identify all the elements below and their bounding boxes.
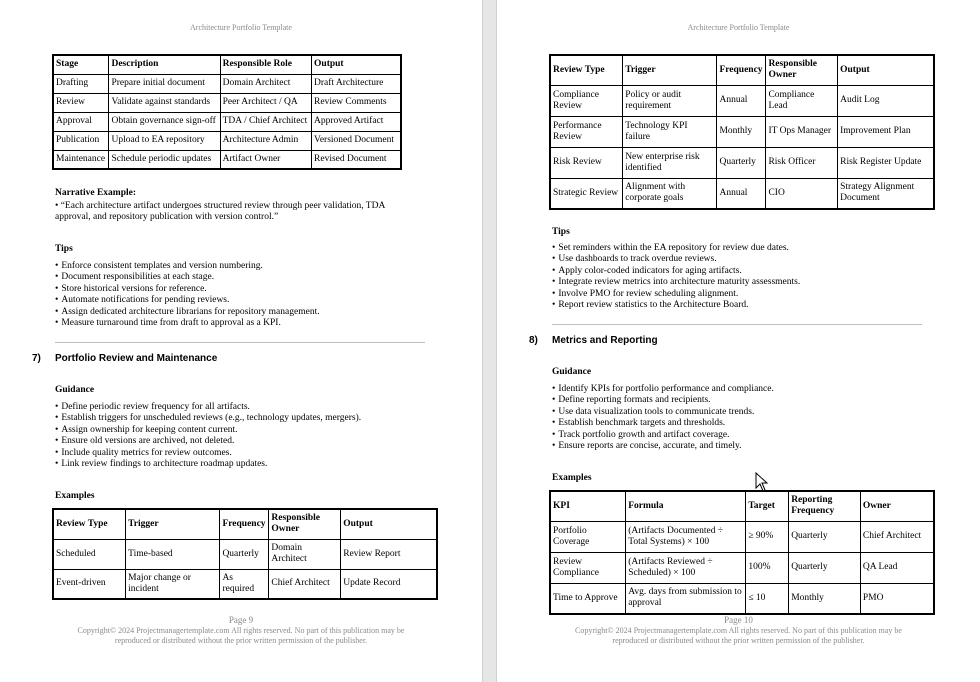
column-header: Review Type xyxy=(53,509,126,539)
list-item: • Use dashboards to track overdue reviews. xyxy=(552,254,800,265)
table-header-row xyxy=(53,55,401,74)
list-item: • Assign dedicated architecture librarians for repository management. xyxy=(55,307,320,318)
table-cell: Review Compliance xyxy=(550,552,626,583)
examples-heading: Examples xyxy=(552,473,592,483)
column-header: Description xyxy=(109,55,220,74)
page-number: Page 9 xyxy=(228,615,254,625)
table-cell: 100% xyxy=(746,552,789,583)
column-header: Frequency xyxy=(717,55,766,85)
column-header: Responsible Owner xyxy=(269,509,341,539)
table-cell: Quarterly xyxy=(220,539,269,569)
table-row xyxy=(550,147,934,178)
table-cell: Chief Architect xyxy=(860,521,934,552)
list-item: • Integrate review metrics into architecture maturity assessments. xyxy=(552,277,800,288)
column-header: Trigger xyxy=(623,55,717,85)
column-header: Review Type xyxy=(550,55,623,85)
table-cell: Drafting xyxy=(53,74,109,93)
table-cell: Audit Log xyxy=(838,85,934,116)
column-header: Reporting Frequency xyxy=(789,491,861,521)
table-cell: Upload to EA repository xyxy=(109,131,220,150)
column-header: Frequency xyxy=(220,509,269,539)
table-cell: Policy or audit requirement xyxy=(623,85,717,116)
table-row xyxy=(550,178,934,209)
table-row xyxy=(550,116,934,147)
table-cell: Approved Artifact xyxy=(312,112,401,131)
table-row xyxy=(550,583,934,614)
list-item: • Establish triggers for unscheduled reviews (e.g., technology updates, mergers). xyxy=(55,413,361,424)
table-header-row xyxy=(550,491,934,521)
table-cell: Risk Register Update xyxy=(838,147,934,178)
table-cell: Monthly xyxy=(717,116,766,147)
section-divider xyxy=(55,342,425,343)
table-cell: Technology KPI failure xyxy=(623,116,717,147)
table-cell: Draft Architecture xyxy=(312,74,401,93)
table-row xyxy=(53,539,437,569)
table-cell: Publication xyxy=(53,131,109,150)
column-header: Responsible Role xyxy=(220,55,311,74)
table-cell: Review Comments xyxy=(312,93,401,112)
list-item: • Define periodic review frequency for all artifacts. xyxy=(55,402,361,413)
guidance-heading: Guidance xyxy=(552,367,592,377)
list-item: • Define reporting formats and recipients. xyxy=(552,395,774,406)
table-cell: TDA / Chief Architect xyxy=(220,112,311,131)
list-item: • Assign ownership for keeping content current. xyxy=(55,425,361,436)
table-cell: Compliance Lead xyxy=(766,85,838,116)
table-cell: Review xyxy=(53,93,109,112)
list-item: • Identify KPIs for portfolio performance and compliance. xyxy=(552,384,774,395)
table-cell: Event-driven xyxy=(53,569,126,599)
column-header: Output xyxy=(341,509,437,539)
page-gutter xyxy=(482,0,497,682)
page-header: Architecture Portfolio Template xyxy=(687,23,790,32)
page-number: Page 10 xyxy=(724,615,753,625)
table-cell: (Artifacts Reviewed ÷ Scheduled) × 100 xyxy=(626,552,746,583)
list-item: • Track portfolio growth and artifact coverage. xyxy=(552,430,774,441)
review-table xyxy=(52,508,438,600)
narrative-text xyxy=(55,201,385,224)
list-item: • Involve PMO for review scheduling alignment. xyxy=(552,289,800,300)
column-header: Responsible Owner xyxy=(766,55,838,85)
list-item: • Automate notifications for pending reviews. xyxy=(55,295,320,306)
table-cell: ≤ 10 xyxy=(746,583,789,614)
narrative-heading: Narrative Example: xyxy=(55,188,136,198)
table-cell: Maintenance xyxy=(53,150,109,169)
table-row xyxy=(53,131,401,150)
table-row xyxy=(53,74,401,93)
list-item: • Establish benchmark targets and thresholds. xyxy=(552,418,774,429)
tips-list xyxy=(55,261,320,329)
section-divider xyxy=(552,324,922,325)
section-number: 7) xyxy=(32,353,41,364)
list-item: • Ensure reports are concise, accurate, and timely. xyxy=(552,441,774,452)
table-cell: Versioned Document xyxy=(312,131,401,150)
list-item: • Report review statistics to the Architecture Board. xyxy=(552,300,800,311)
page-header: Architecture Portfolio Template xyxy=(190,23,292,32)
table-row xyxy=(550,85,934,116)
table-row xyxy=(53,112,401,131)
table-cell: ≥ 90% xyxy=(746,521,789,552)
section-title: Portfolio Review and Maintenance xyxy=(55,353,218,364)
table-cell: IT Ops Manager xyxy=(766,116,838,147)
list-item: • Apply color-coded indicators for aging artifacts. xyxy=(552,266,800,277)
review-table xyxy=(549,54,935,210)
table-cell: Artifact Owner xyxy=(220,150,311,169)
table-cell: Compliance Review xyxy=(550,85,623,116)
table-row xyxy=(550,521,934,552)
table-cell: Annual xyxy=(717,178,766,209)
list-item: • Measure turnaround time from draft to approval as a KPI. xyxy=(55,318,320,329)
narrative-line: approval, and repository publication with version control.” xyxy=(55,212,279,223)
mouse-pointer-icon xyxy=(755,472,769,492)
guidance-list xyxy=(55,402,361,470)
table-cell: (Artifacts Documented ÷ Total Systems) × 100 xyxy=(626,521,746,552)
table-cell: Alignment with corporate goals xyxy=(623,178,717,209)
table-header-row xyxy=(53,509,437,539)
table-cell: Prepare initial document xyxy=(109,74,220,93)
guidance-list xyxy=(552,384,774,452)
list-item: • Enforce consistent templates and version numbering. xyxy=(55,261,320,272)
table-cell: Schedule periodic updates xyxy=(109,150,220,169)
table-cell: New enterprise risk identified xyxy=(623,147,717,178)
column-header: Output xyxy=(838,55,934,85)
narrative-line: • “Each architecture artifact undergoes structured review through peer validation, TDA xyxy=(55,201,386,211)
table-cell: Quarterly xyxy=(789,552,861,583)
table-cell: Risk Review xyxy=(550,147,623,178)
table-cell: CIO xyxy=(766,178,838,209)
tips-heading: Tips xyxy=(55,244,73,254)
copyright-line: Copyright© 2024 Projectmanagertemplate.com All rights reserved. No part of this publication may be xyxy=(575,626,902,635)
page-10 xyxy=(497,0,980,682)
column-header: Formula xyxy=(626,491,746,521)
table-cell: PMO xyxy=(860,583,934,614)
list-item: • Use data visualization tools to communicate trends. xyxy=(552,407,774,418)
list-item: • Include quality metrics for review outcomes. xyxy=(55,448,361,459)
kpi-table xyxy=(549,490,935,615)
table-cell: As required xyxy=(220,569,269,599)
table-cell: Quarterly xyxy=(789,521,861,552)
table-cell: Review Report xyxy=(341,539,437,569)
copyright-line: reproduced or distributed without the prior written permission of the publisher. xyxy=(114,636,368,645)
table-cell: Avg. days from submission to approval xyxy=(626,583,746,614)
table-cell: Architecture Admin xyxy=(220,131,311,150)
column-header: KPI xyxy=(550,491,626,521)
table-cell: Performance Review xyxy=(550,116,623,147)
page-9 xyxy=(0,0,482,682)
table-header-row xyxy=(550,55,934,85)
table-cell: Peer Architect / QA xyxy=(220,93,311,112)
examples-heading: Examples xyxy=(55,491,95,501)
column-header: Target xyxy=(746,491,789,521)
section-title: Metrics and Reporting xyxy=(552,335,658,346)
table-cell: Quarterly xyxy=(717,147,766,178)
table-cell: Chief Architect xyxy=(269,569,341,599)
table-cell: Improvement Plan xyxy=(838,116,934,147)
table-cell: Time-based xyxy=(126,539,220,569)
column-header: Output xyxy=(312,55,401,74)
table-cell: Domain Architect xyxy=(220,74,311,93)
table-cell: Monthly xyxy=(789,583,861,614)
table-cell: Strategy Alignment Document xyxy=(838,178,934,209)
narrative-line-text: “Each architecture artifact undergoes structured review through peer validation, TDA xyxy=(60,201,386,211)
stage-table xyxy=(52,54,402,170)
table-cell: Time to Approve xyxy=(550,583,626,614)
list-item: • Store historical versions for reference. xyxy=(55,284,320,295)
tips-list xyxy=(552,243,800,311)
list-item: • Link review findings to architecture roadmap updates. xyxy=(55,459,361,470)
table-cell: QA Lead xyxy=(860,552,934,583)
copyright xyxy=(0,626,482,646)
table-cell: Approval xyxy=(53,112,109,131)
table-cell: Obtain governance sign-off xyxy=(109,112,220,131)
list-item: • Set reminders within the EA repository for review due dates. xyxy=(552,243,800,254)
table-cell: Major change or incident xyxy=(126,569,220,599)
tips-heading: Tips xyxy=(552,227,570,237)
column-header: Owner xyxy=(860,491,934,521)
list-item: • Ensure old versions are archived, not deleted. xyxy=(55,436,361,447)
copyright-line: reproduced or distributed without the prior written permission of the publisher. xyxy=(612,636,865,645)
table-row xyxy=(53,93,401,112)
table-cell: Strategic Review xyxy=(550,178,623,209)
copyright xyxy=(497,626,980,646)
table-row xyxy=(550,552,934,583)
table-cell: Update Record xyxy=(341,569,437,599)
column-header: Stage xyxy=(53,55,109,74)
guidance-heading: Guidance xyxy=(55,385,95,395)
table-cell: Risk Officer xyxy=(766,147,838,178)
table-cell: Revised Document xyxy=(312,150,401,169)
copyright-line: Copyright© 2024 Projectmanagertemplate.com All rights reserved. No part of this publication may be xyxy=(77,626,405,635)
section-number: 8) xyxy=(529,335,538,346)
table-cell: Validate against standards xyxy=(109,93,220,112)
table-row xyxy=(53,150,401,169)
column-header: Trigger xyxy=(126,509,220,539)
table-cell: Domain Architect xyxy=(269,539,341,569)
table-cell: Scheduled xyxy=(53,539,126,569)
table-row xyxy=(53,569,437,599)
table-cell: Annual xyxy=(717,85,766,116)
list-item: • Document responsibilities at each stage. xyxy=(55,272,320,283)
table-cell: Portfolio Coverage xyxy=(550,521,626,552)
